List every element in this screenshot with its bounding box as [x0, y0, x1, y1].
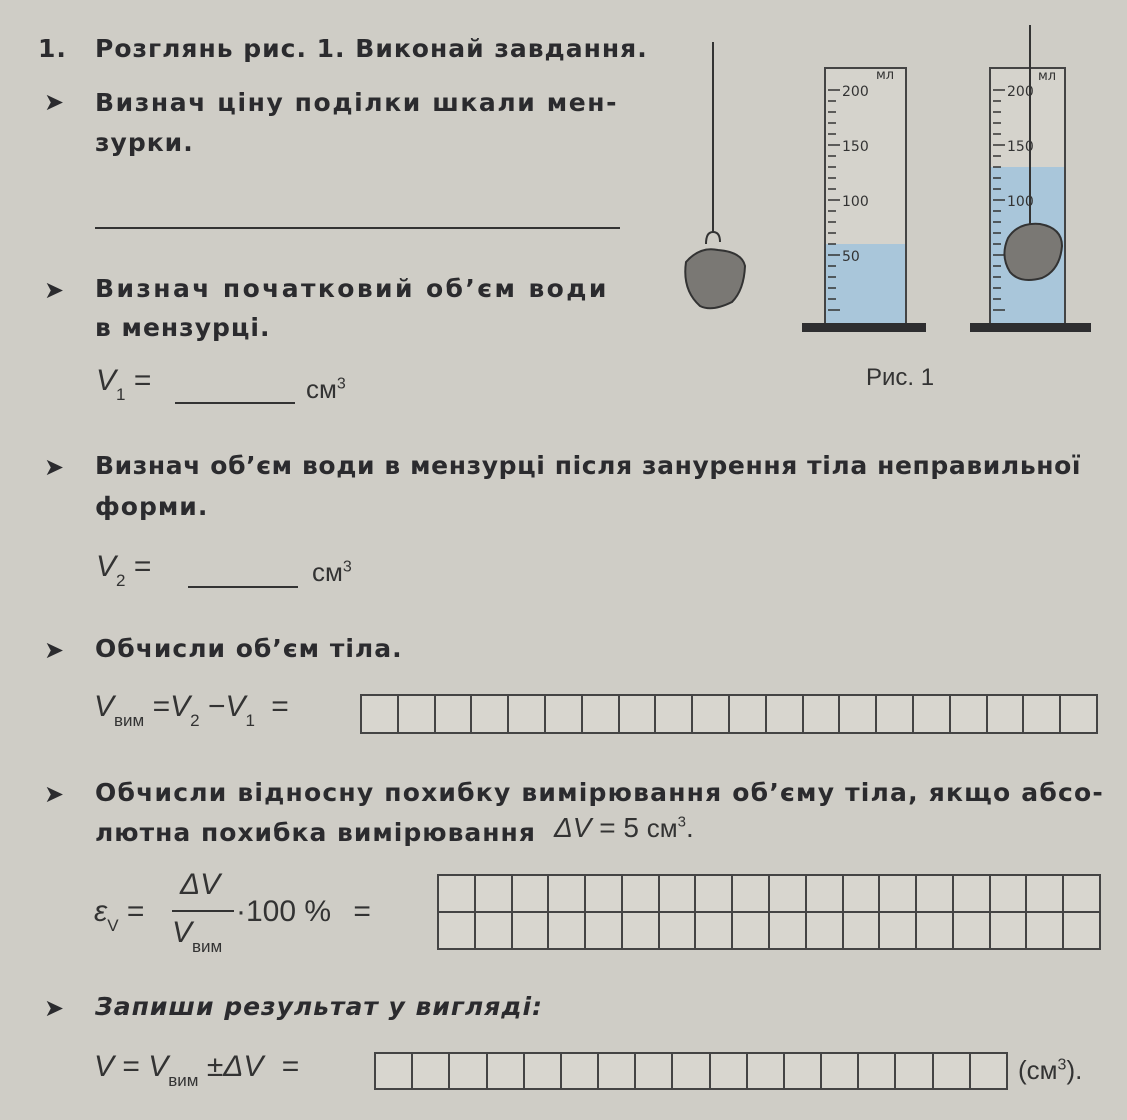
item-1-line2: зурки.	[95, 128, 194, 157]
answer-cell[interactable]	[807, 876, 844, 913]
answer-cell[interactable]	[673, 1054, 710, 1090]
answer-cell[interactable]	[733, 913, 770, 950]
answer-cell[interactable]	[954, 876, 991, 913]
answer-line-v2[interactable]	[188, 586, 298, 588]
answer-grid-eps[interactable]	[437, 874, 1101, 950]
unit-v1: $см^3$	[306, 374, 346, 404]
answer-cell[interactable]	[513, 913, 550, 950]
answer-cell[interactable]	[583, 696, 620, 734]
answer-cell[interactable]	[472, 696, 509, 734]
answer-cell[interactable]	[844, 913, 881, 950]
answer-cell[interactable]	[770, 876, 807, 913]
answer-cell[interactable]	[991, 876, 1028, 913]
water-left	[826, 244, 905, 323]
answer-cell[interactable]	[770, 913, 807, 950]
stone-icon	[685, 249, 745, 308]
answer-cell[interactable]	[711, 1054, 748, 1090]
scale-label: 100	[1007, 194, 1034, 210]
answer-cell[interactable]	[549, 913, 586, 950]
item-1-line1: Визнач ціну поділки шкали мен-	[95, 88, 619, 117]
cylinder-right	[970, 25, 1091, 332]
answer-cell[interactable]	[513, 876, 550, 913]
answer-cell[interactable]	[954, 913, 991, 950]
abs-error-value: ΔV = 5 $см^3$.	[554, 812, 694, 843]
answer-cell[interactable]	[733, 876, 770, 913]
formula-v1: $V_1$ =	[96, 364, 152, 404]
answer-cell[interactable]	[917, 876, 954, 913]
scale-label: 100	[842, 194, 869, 210]
cylinder-left	[802, 68, 926, 332]
answer-cell[interactable]	[623, 876, 660, 913]
arrow-bullet-icon: ➤	[44, 994, 65, 1022]
answer-cell[interactable]	[880, 876, 917, 913]
answer-cell[interactable]	[859, 1054, 896, 1090]
answer-cell[interactable]	[509, 696, 546, 734]
arrow-bullet-icon: ➤	[44, 453, 65, 481]
scale-label: 150	[842, 139, 869, 155]
hook	[706, 232, 720, 244]
unit-label-left: мл	[876, 68, 895, 83]
answer-cell[interactable]	[807, 913, 844, 950]
unit-label-right: мл	[1038, 69, 1057, 84]
answer-cell[interactable]	[804, 696, 841, 734]
item-5-line1: Обчисли відносну похибку вимірювання об’єму тіла, якщо абсо-	[95, 778, 1104, 807]
answer-cell[interactable]	[549, 876, 586, 913]
answer-cell[interactable]	[476, 913, 513, 950]
item-5-line2: лютна похибка вимірювання	[95, 818, 536, 847]
task-number: 1.	[38, 34, 67, 63]
formula-vvym: $V_{вим} =V_2 -V_1$ =	[94, 690, 289, 730]
answer-cell[interactable]	[1027, 876, 1064, 913]
answer-cell[interactable]	[546, 696, 583, 734]
formula-v2: $V_2$ =	[96, 550, 152, 590]
item-3-line2: форми.	[95, 492, 209, 521]
arrow-bullet-icon: ➤	[44, 636, 65, 664]
answer-cell[interactable]	[1027, 913, 1064, 950]
base-left	[802, 323, 926, 332]
scale-label: 200	[842, 84, 869, 100]
arrow-bullet-icon: ➤	[44, 88, 65, 116]
answer-cell[interactable]	[840, 696, 877, 734]
task-title: Розглянь рис. 1. Виконай завдання.	[95, 34, 648, 63]
answer-cell[interactable]	[525, 1054, 562, 1090]
answer-cell[interactable]	[399, 696, 436, 734]
figure-caption: Рис. 1	[866, 364, 935, 391]
item-6-line1: Запиши результат у вигляді:	[95, 992, 544, 1021]
unit-v2: $см^3$	[312, 557, 352, 587]
arrow-bullet-icon: ➤	[44, 276, 65, 304]
answer-cell[interactable]	[1064, 876, 1101, 913]
answer-cell[interactable]	[439, 913, 476, 950]
scale-label: 50	[842, 249, 860, 265]
item-2-line1: Визнач початковий об’єм води	[95, 274, 609, 303]
answer-cell[interactable]	[450, 1054, 487, 1090]
answer-cell[interactable]	[914, 696, 951, 734]
answer-cell[interactable]	[586, 913, 623, 950]
item-4-line1: Обчисли об’єм тіла.	[95, 634, 403, 663]
item-2-line2: в мензурці.	[95, 313, 271, 342]
answer-cell[interactable]	[971, 1054, 1008, 1090]
answer-cell[interactable]	[1061, 696, 1098, 734]
fraction-denominator: $V_{вим}$	[172, 916, 223, 956]
fraction-bar	[172, 910, 234, 912]
fraction-numerator: ΔV	[180, 868, 221, 901]
answer-cell[interactable]	[599, 1054, 636, 1090]
answer-cell[interactable]	[623, 913, 660, 950]
answer-cell[interactable]	[362, 696, 399, 734]
answer-cell[interactable]	[693, 696, 730, 734]
base-right	[970, 323, 1091, 332]
answer-cell[interactable]	[436, 696, 473, 734]
answer-cell[interactable]	[562, 1054, 599, 1090]
answer-cell[interactable]	[896, 1054, 933, 1090]
scale-label: 200	[1007, 84, 1034, 100]
formula-result: $V = V_{вим} \pm\Delta V$ =	[94, 1050, 300, 1090]
answer-cell[interactable]	[844, 876, 881, 913]
scale-label: 150	[1007, 139, 1034, 155]
answer-cell[interactable]	[991, 913, 1028, 950]
unit-result: $(см^3)$.	[1018, 1055, 1083, 1085]
answer-cell[interactable]	[730, 696, 767, 734]
answer-cell[interactable]	[413, 1054, 450, 1090]
answer-cell[interactable]	[1064, 913, 1101, 950]
answer-cell[interactable]	[376, 1054, 413, 1090]
answer-cell[interactable]	[696, 913, 733, 950]
answer-cell[interactable]	[656, 696, 693, 734]
answer-cell[interactable]	[488, 1054, 525, 1090]
answer-cell[interactable]	[439, 876, 476, 913]
answer-cell[interactable]	[748, 1054, 785, 1090]
answer-grid-result[interactable]	[374, 1052, 1008, 1090]
answer-cell[interactable]	[476, 876, 513, 913]
answer-cell[interactable]	[660, 913, 697, 950]
answer-cell[interactable]	[620, 696, 657, 734]
answer-cell[interactable]	[586, 876, 623, 913]
answer-cell[interactable]	[636, 1054, 673, 1090]
answer-cell[interactable]	[785, 1054, 822, 1090]
answer-cell[interactable]	[877, 696, 914, 734]
formula-eps-left: $\varepsilon_V$ =	[94, 895, 145, 935]
answer-cell[interactable]	[696, 876, 733, 913]
answer-cell[interactable]	[951, 696, 988, 734]
answer-cell[interactable]	[917, 913, 954, 950]
item-3-line1: Визнач об’єм води в мензурці після занурення тіла неправильної	[95, 451, 1082, 480]
arrow-bullet-icon: ➤	[44, 780, 65, 808]
answer-cell[interactable]	[767, 696, 804, 734]
figure-1	[0, 0, 1127, 404]
answer-cell[interactable]	[988, 696, 1025, 734]
answer-cell[interactable]	[1024, 696, 1061, 734]
answer-line-v1[interactable]	[175, 402, 295, 404]
answer-cell[interactable]	[934, 1054, 971, 1090]
formula-eps-right: ·100 % =	[236, 895, 371, 928]
answer-grid-vvym[interactable]	[360, 694, 1098, 734]
answer-cell[interactable]	[880, 913, 917, 950]
answer-cell[interactable]	[660, 876, 697, 913]
answer-cell[interactable]	[822, 1054, 859, 1090]
